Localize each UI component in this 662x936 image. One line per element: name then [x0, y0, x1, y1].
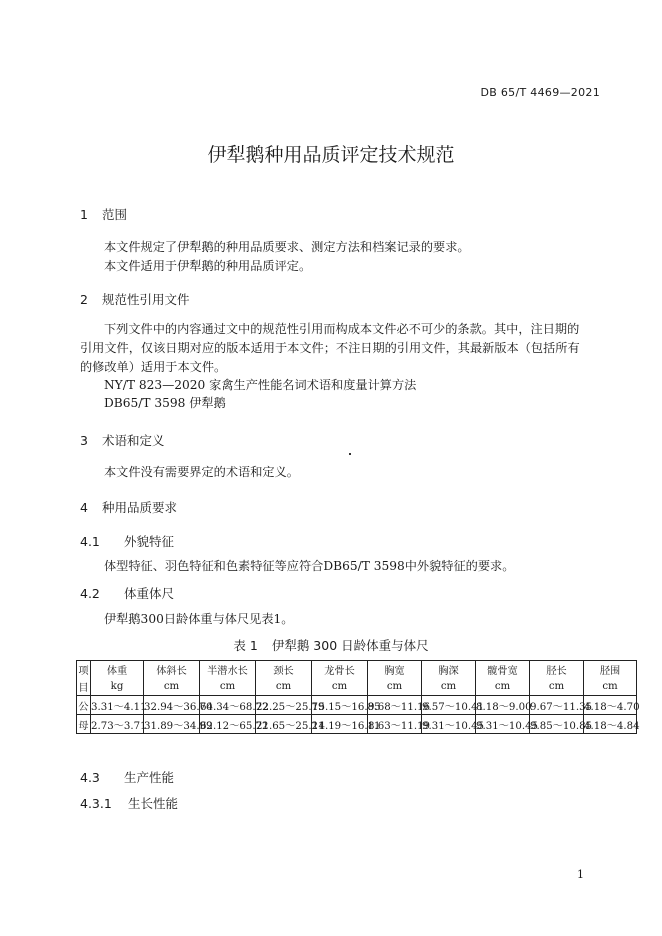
table-cell: 9.68～11.16: [368, 696, 422, 715]
section-title: 体重体尺: [124, 586, 175, 601]
header-label-cell: 目: [77, 678, 91, 696]
table-cell: 32.94～36.70: [144, 696, 200, 715]
section-title: 术语和定义: [102, 433, 165, 448]
column-unit: cm: [584, 678, 637, 696]
table-cell: 9.85～10.85: [530, 715, 584, 734]
table-caption-text: 伊犁鹅 300 日龄体重与体尺: [271, 638, 429, 653]
table-cell: 22.25～25.79: [256, 696, 312, 715]
section-4-3-1-heading: [80, 794, 178, 812]
column-unit: cm: [200, 678, 256, 696]
section-2-heading: [80, 290, 190, 308]
reference-item: DB65/T 3598 伊犁鹅: [104, 396, 226, 410]
table-cell: 8.63～11.19: [368, 715, 422, 734]
table-cell: 4.18～4.84: [584, 715, 637, 734]
section-4-heading: [80, 498, 177, 516]
column-header: 体重: [91, 661, 144, 679]
table-row-female: [77, 715, 637, 734]
section-number: 4.1: [80, 534, 100, 549]
row-label: 母: [77, 715, 91, 734]
row-label: 公: [77, 696, 91, 715]
table-cell: 2.73～3.71: [91, 715, 144, 734]
paragraph: 下列文件中的内容通过文中的规范性引用而构成本文件必不可少的条款。其中，注日期的引用文件，仅该日期对应的版本适用于本文件；不注日期的引用文件，其最新版本（包括所有的修改单）适用于本文件。: [80, 322, 580, 374]
column-header: 胫围: [584, 661, 637, 679]
column-header: 胸深: [422, 661, 476, 679]
table-cell: 9.31～10.45: [422, 715, 476, 734]
standard-number: DB 65/T 4469—2021: [480, 86, 600, 99]
table-caption: [0, 636, 662, 654]
section-title: 种用品质要求: [102, 500, 178, 515]
table-cell: 9.31～10.45: [476, 715, 530, 734]
section-number: 2: [80, 292, 88, 307]
column-unit: cm: [530, 678, 584, 696]
column-unit: cm: [312, 678, 368, 696]
table-header-row: [77, 661, 637, 679]
body-measurement-table: [76, 660, 640, 734]
table-row-male: [77, 696, 637, 715]
column-header: 半潜水长: [200, 661, 256, 679]
section-title: 范围: [102, 207, 128, 222]
table-label: 表 1: [233, 638, 258, 653]
table-cell: 9.57～10.41: [422, 696, 476, 715]
section-3-heading: [80, 431, 165, 449]
column-unit: cm: [144, 678, 200, 696]
paragraph: 本文件适用于伊犁鹅的种用品质评定。: [104, 259, 312, 273]
column-unit: kg: [91, 678, 144, 696]
section-number: 4.2: [80, 586, 100, 601]
section-title: 外貌特征: [124, 534, 175, 549]
column-unit: cm: [256, 678, 312, 696]
scan-speck: [349, 453, 351, 455]
reference-item: NY/T 823—2020 家禽生产性能名词术语和度量计算方法: [104, 378, 417, 392]
paragraph: 本文件没有需要界定的术语和定义。: [104, 465, 299, 479]
column-unit: cm: [422, 678, 476, 696]
table-cell: 15.15～16.85: [312, 696, 368, 715]
column-unit: cm: [368, 678, 422, 696]
section-number: 1: [80, 207, 88, 222]
column-header: 髋骨宽: [476, 661, 530, 679]
column-header: 龙骨长: [312, 661, 368, 679]
table-cell: 64.34～68.72: [200, 696, 256, 715]
table-cell: 4.18～4.70: [584, 696, 637, 715]
section-title: 规范性引用文件: [102, 292, 190, 307]
section-4-1-heading: [80, 532, 174, 550]
document-title: 伊犁鹅种用品质评定技术规范: [207, 144, 455, 166]
section-4-3-heading: [80, 768, 174, 786]
paragraph: 伊犁鹅300日龄体重与体尺见表1。: [104, 612, 294, 626]
section-number: 4.3: [80, 770, 100, 785]
paragraph: 体型特征、羽色特征和色素特征等应符合DB65/T 3598中外貌特征的要求。: [104, 559, 515, 573]
table-cell: 8.18～9.00: [476, 696, 530, 715]
table-unit-row: [77, 678, 637, 696]
section-1-heading: [80, 205, 127, 223]
table-cell: 3.31～4.11: [91, 696, 144, 715]
section-number: 3: [80, 433, 88, 448]
paragraph: 本文件规定了伊犁鹅的种用品质要求、测定方法和档案记录的要求。: [104, 240, 470, 254]
table-cell: 31.89～34.99: [144, 715, 200, 734]
column-header: 胸宽: [368, 661, 422, 679]
table-cell: 62.12～65.72: [200, 715, 256, 734]
section-title: 生产性能: [124, 770, 175, 785]
page-number: 1: [577, 868, 584, 881]
table-cell: 9.67～11.35: [530, 696, 584, 715]
column-header: 体斜长: [144, 661, 200, 679]
section-4-2-heading: [80, 584, 174, 602]
table-cell: 21.65～25.21: [256, 715, 312, 734]
section-title: 生长性能: [128, 796, 179, 811]
header-label-cell: 项: [77, 661, 91, 679]
section-number: 4.3.1: [80, 796, 112, 811]
section-number: 4: [80, 500, 88, 515]
column-unit: cm: [476, 678, 530, 696]
table-cell: 14.19～16.11: [312, 715, 368, 734]
column-header: 胫长: [530, 661, 584, 679]
column-header: 颈长: [256, 661, 312, 679]
